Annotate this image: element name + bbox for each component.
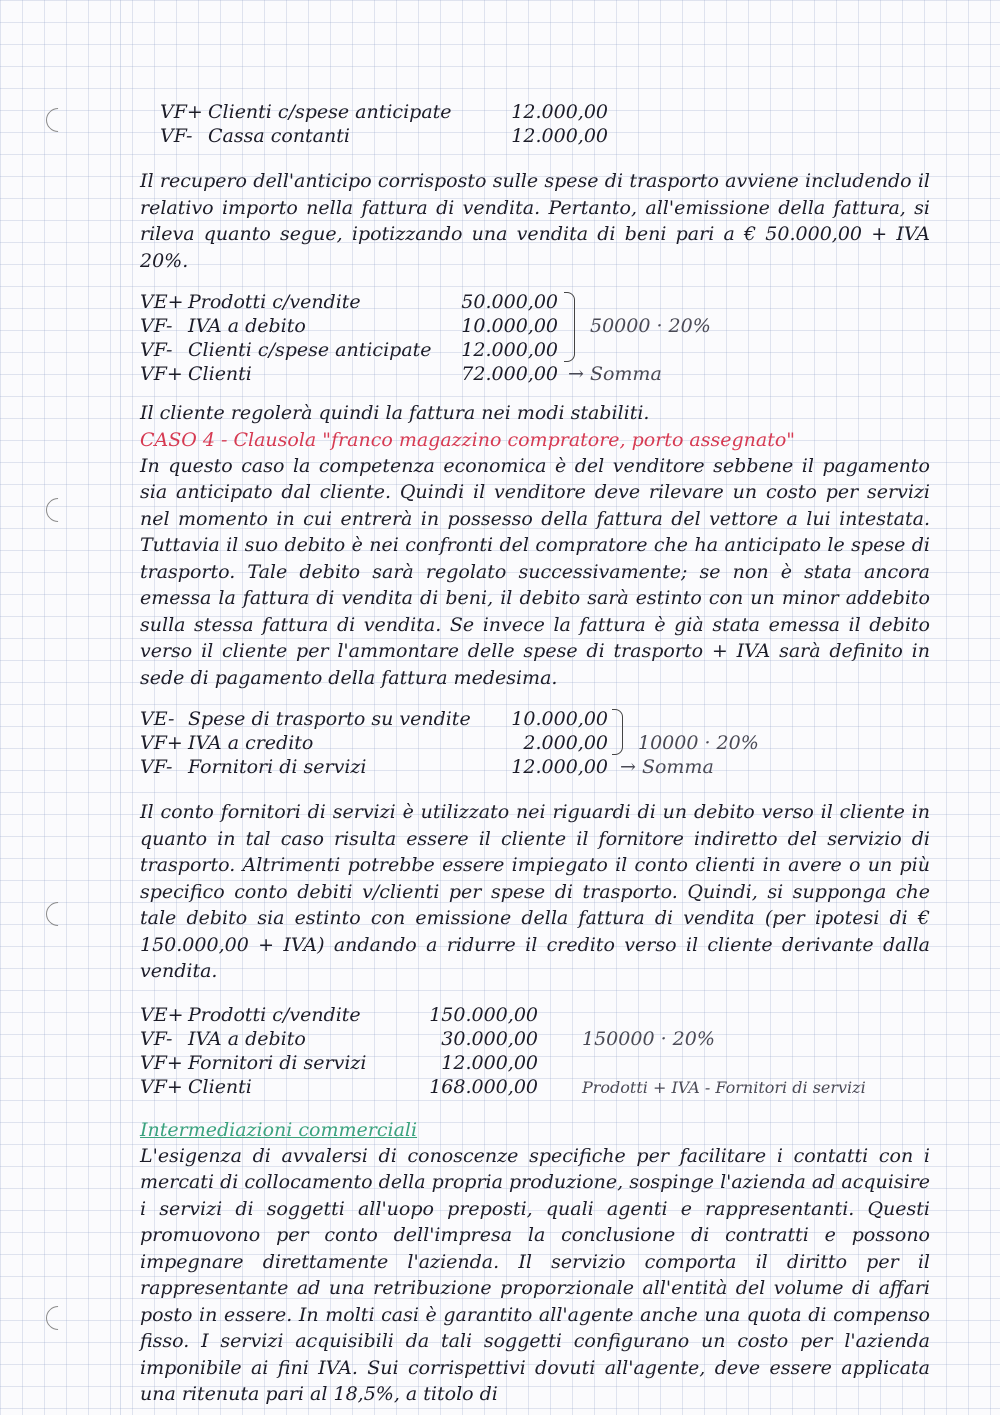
entry-amount: 30.000,00 [441, 1027, 538, 1050]
journal-entries-1 [160, 100, 930, 148]
entry-code: VF- [140, 1027, 173, 1050]
journal-row [140, 290, 930, 314]
caso4-heading: CASO 4 - Clausola "franco magazzino compratore, porto assegnato" [140, 428, 796, 451]
entry-account: Clienti [188, 1075, 252, 1098]
journal-row [160, 100, 930, 124]
journal-row [140, 314, 930, 338]
entry-amount: 72.000,00 [461, 363, 558, 385]
entry-note: → Somma [620, 756, 714, 778]
journal-row [140, 1003, 930, 1027]
brace-mark [564, 292, 575, 362]
entry-amount: 12.000,00 [511, 756, 608, 778]
entry-code: VF+ [160, 101, 203, 123]
journal-row [140, 362, 930, 386]
journal-entries-3 [140, 707, 930, 779]
entry-note: 10000 · 20% [638, 732, 759, 754]
paragraph-caso4: In questo caso la competenza economica è del venditore sebbene il pagamento sia anticipato dal cliente. Quindi il venditore deve rilevare un costo per servizi nel momento in cui entrerà in possesso della fattura del vettore a lui intestata. Tuttavia il suo debito è nei confronti del compratore che ha anticipato le spese di trasporto. Tale debito sarà regolato successivamente; se non è stata ancora emessa la fattura di vendita di beni, il debito sarà estinto con un minor addebito sulla stessa fattura di vendita. Se invece la fattura è già stata emessa il debito verso il cliente per l'ammontare delle spese di trasporto + IVA sarà definito in sede di pagamento della fattura medesima. [140, 454, 930, 689]
entry-amount: 2.000,00 [523, 732, 608, 754]
journal-row [160, 124, 930, 148]
entry-note: → Somma [568, 363, 662, 385]
paragraph-recupero: Il recupero dell'anticipo corrisposto sulle spese di trasporto avviene includendo il relativo importo nella fattura di vendita. Pertanto, all'emissione della fattura, si rileva quanto segue, ipotizzando una vendita di beni pari a € 50.000,00 + IVA 20%. [140, 170, 930, 272]
entry-account: Clienti [188, 363, 252, 385]
entry-code: VF+ [140, 363, 183, 385]
entry-code: VE+ [140, 1003, 184, 1026]
entry-code: VF+ [140, 1075, 183, 1098]
entry-account: Spese di trasporto su vendite [188, 708, 471, 730]
entry-code: VF+ [140, 732, 183, 754]
entry-account: IVA a credito [188, 732, 314, 754]
entry-code: VF+ [140, 1051, 183, 1074]
entry-code: VE- [140, 708, 175, 730]
entry-account: Prodotti c/vendite [188, 1003, 361, 1026]
journal-row [140, 1075, 930, 1099]
journal-row [140, 707, 930, 731]
entry-amount: 150.000,00 [429, 1003, 538, 1026]
punch-hole [41, 1301, 75, 1335]
entry-account: IVA a debito [188, 1027, 306, 1050]
entry-amount: 50.000,00 [461, 291, 558, 313]
entry-note: Prodotti + IVA - Fornitori di servizi [582, 1077, 866, 1097]
margin-line [120, 0, 121, 1415]
paragraph-intermediazioni: L'esigenza di avvalersi di conoscenze specifiche per facilitare i contatti con i mercati di collocamento della propria produzione, sospinge l'azienda ad acquisire i servizi di soggetti all'uopo preposti, quali agenti e rappresentanti. Questi promuovono per conto dell'impresa la conclusione di contratti e possono impegnare direttamente l'azienda. Il servizio comporta il diritto per il rappresentante ad una retribuzione proporzionale all'entità del volume di affari posto in essere. In molti casi è garantito all'agente anche una quota di compenso fisso. I servizi acquisibili da tali soggetti configurano un costo per l'azienda imponibile ai fini IVA. Sui corrispettivi dovuti all'agente, deve essere applicata una ritenuta pari al 18,5%, a titolo di [140, 1144, 930, 1405]
entry-amount: 10.000,00 [461, 315, 558, 337]
journal-row [140, 1027, 930, 1051]
journal-row [140, 755, 930, 779]
entry-code: VF- [140, 756, 173, 778]
entry-account: Prodotti c/vendite [188, 291, 361, 313]
punch-hole [41, 897, 75, 931]
journal-row [140, 731, 930, 755]
entry-account: Cassa contanti [208, 125, 350, 147]
entry-note: 50000 · 20% [590, 315, 711, 337]
entry-amount: 12.000,00 [511, 125, 608, 147]
entry-note: 150000 · 20% [582, 1027, 715, 1050]
paragraph-fornitori: Il conto fornitori di servizi è utilizzato nei riguardi di un debito verso il cliente in quanto in tal caso risulta essere il cliente il fornitore indiretto del servizio di trasporto. Altrimenti potrebbe essere impiegato il conto clienti in avere o un più specifico conto debiti v/clienti per spese di trasporto. Quindi, si supponga che tale debito sia estinto con emissione della fattura di vendita (per ipotesi di € 150.000,00 + IVA) andando a ridurre il credito verso il cliente derivante dalla vendita. [140, 801, 930, 982]
intermediazioni-heading: Intermediazioni commerciali [140, 1118, 418, 1141]
journal-entries-4 [140, 1003, 930, 1099]
entry-code: VF- [160, 125, 193, 147]
punch-hole [41, 103, 75, 137]
entry-amount: 12.000,00 [511, 101, 608, 123]
entry-code: VE+ [140, 291, 184, 313]
journal-row [140, 1051, 930, 1075]
punch-hole [41, 493, 75, 527]
entry-account: Clienti c/spese anticipate [208, 101, 452, 123]
entry-amount: 12.000,00 [441, 1051, 538, 1074]
paragraph-regolazione: Il cliente regolerà quindi la fattura nei modi stabiliti. [140, 402, 650, 424]
journal-entries-2 [140, 290, 930, 386]
entry-code: VF- [140, 315, 173, 337]
brace-mark [612, 709, 623, 755]
entry-account: Clienti c/spese anticipate [188, 339, 432, 361]
entry-code: VF- [140, 339, 173, 361]
entry-account: Fornitori di servizi [188, 1051, 367, 1074]
entry-amount: 10.000,00 [511, 708, 608, 730]
notebook-page [140, 100, 930, 1408]
entry-account: Fornitori di servizi [188, 756, 367, 778]
journal-row [140, 338, 930, 362]
entry-amount: 168.000,00 [429, 1075, 538, 1098]
entry-amount: 12.000,00 [461, 339, 558, 361]
entry-account: IVA a debito [188, 315, 306, 337]
